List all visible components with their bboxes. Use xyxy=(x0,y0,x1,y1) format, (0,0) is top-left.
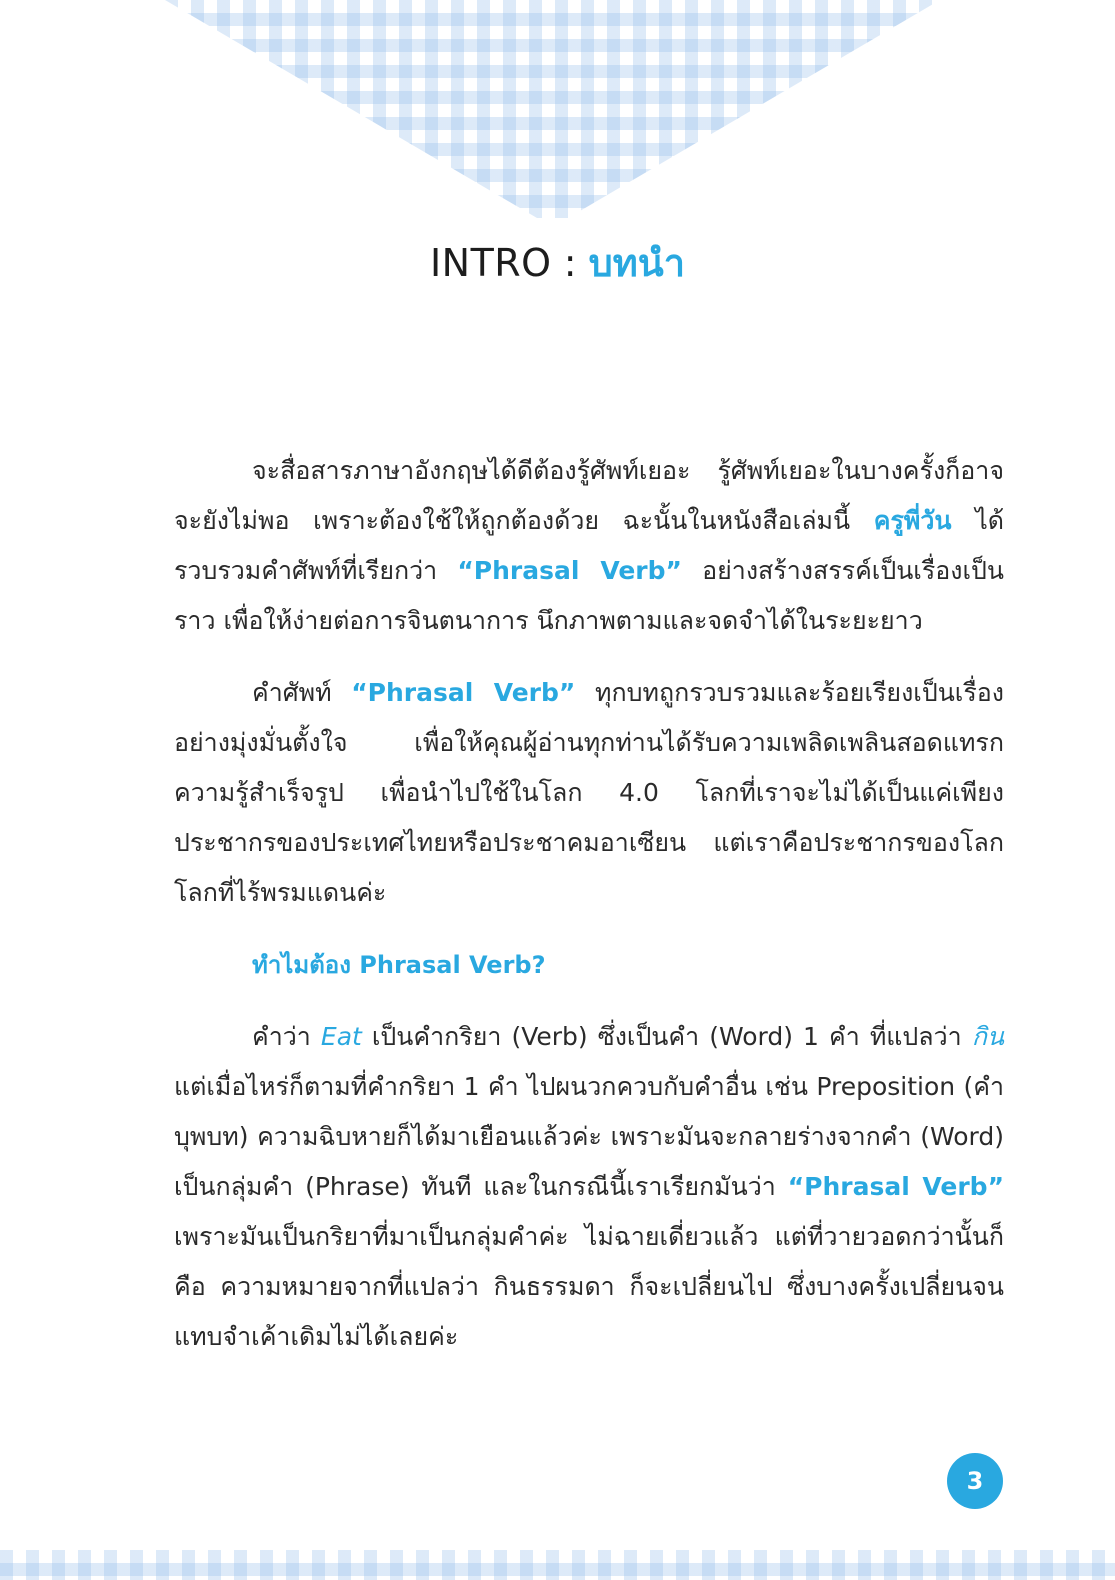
gingham-strip-bottom xyxy=(0,1550,1115,1580)
title-english: INTRO xyxy=(429,241,552,285)
paragraph-text: เพราะมันเป็นกริยาที่มาเป็นกลุ่มคำค่ะ ไม่ฉายเดี่ยวแล้ว แต่ที่วายวอดกว่านั้นก็คือ ความหมายจากที่แปลว่า กินธรรมดา ก็จะเปลี่ยนไป ซึ่งบางครั้งเปลี่ยนจนแทบจำเค้าเดิมไม่ได้เลยค่ะ xyxy=(174,1222,1004,1351)
paragraph-text: คำว่า xyxy=(252,1022,321,1051)
intro-paragraph-1 xyxy=(174,446,1004,646)
intro-paragraph-3 xyxy=(174,1012,1004,1362)
body-content xyxy=(174,446,1004,1384)
author-name: ครูพี่วัน xyxy=(873,506,952,535)
page-title xyxy=(0,238,1115,288)
title-separator: : xyxy=(551,241,589,285)
paragraph-text: จะสื่อสารภาษาอังกฤษได้ดีต้องรู้ศัพท์เยอะ รู้ศัพท์เยอะในบางครั้งก็อาจจะยังไม่พอ เพราะต้องใช้ให้ถูกต้องด้วย ฉะนั้นในหนังสือเล่มนี้ xyxy=(174,456,1004,535)
example-word-eat: Eat xyxy=(320,1022,362,1051)
page-number-badge: 3 xyxy=(947,1453,1003,1509)
paragraph-text: คำศัพท์ xyxy=(252,678,352,707)
paragraph-text: แต่เมื่อไหร่ก็ตามที่คำกริยา 1 คำ ไปผนวกควบกับคำอื่น เช่น Preposition (คำบุพบท) ความฉิบหายก็ได้มาเยือนแล้วค่ะ เพราะมันจะกลายร่างจากคำ (Word) เป็นกลุ่มคำ (Phrase) ทันที และในกรณีนี้เราเรียกมันว่า xyxy=(174,1072,1004,1201)
phrasal-verb-term: “Phrasal Verb” xyxy=(457,556,682,585)
paragraph-text: ทุกบทถูกรวบรวมและร้อยเรียงเป็นเรื่องอย่างมุ่งมั่นตั้งใจ เพื่อให้คุณผู้อ่านทุกท่านได้รับความเพลิดเพลินสอดแทรกความรู้สำเร็จรูป เพื่อนำไปใช้ในโลก 4.0 โลกที่เราจะไม่ได้เป็นแค่เพียงประชากรของประเทศไทยหรือประชาคมอาเซียน แต่เราคือประชากรของโลกโลกที่ไร้พรมแดนค่ะ xyxy=(174,678,1004,907)
gingham-banner-top xyxy=(165,0,940,218)
example-word-kin: กิน xyxy=(971,1022,1004,1051)
paragraph-text: เป็นคำกริยา (Verb) ซึ่งเป็นคำ (Word) 1 คำ ที่แปลว่า xyxy=(361,1022,972,1051)
intro-paragraph-2 xyxy=(174,668,1004,918)
paragraph-text: อย่างสร้างสรรค์เป็นเรื่องเป็นราว เพื่อให้ง่ายต่อการจินตนาการ นึกภาพตามและจดจำได้ในระยะยาว xyxy=(174,556,1004,635)
section-subheading: ทำไมต้อง Phrasal Verb? xyxy=(252,951,546,979)
phrasal-verb-term: “Phrasal Verb” xyxy=(351,678,576,707)
phrasal-verb-term: “Phrasal Verb” xyxy=(787,1172,1005,1201)
paragraph-text: ได้รวบรวมคำศัพท์ที่เรียกว่า xyxy=(174,506,1004,585)
title-thai: บทนำ xyxy=(588,241,686,285)
